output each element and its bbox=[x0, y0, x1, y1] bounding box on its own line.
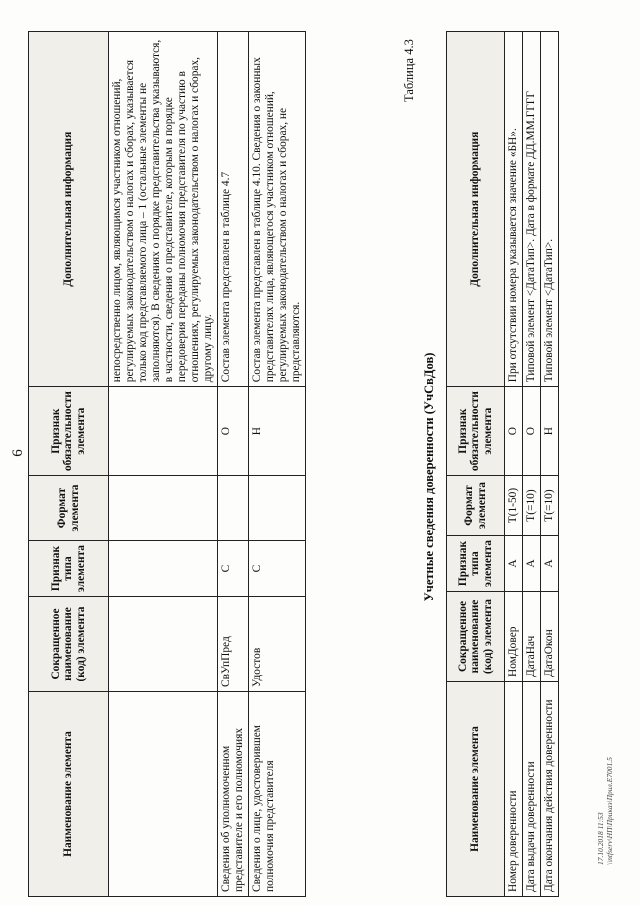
cell-required bbox=[109, 387, 218, 476]
cell-info: Состав элемента представлен в таблице 4.7 bbox=[218, 32, 249, 387]
cell-format bbox=[218, 476, 249, 541]
cell-code bbox=[109, 597, 218, 692]
cell-code: НомДовер bbox=[505, 592, 523, 682]
page-number: 6 bbox=[10, 449, 26, 457]
elements-table-continued bbox=[28, 31, 306, 897]
header-type: Признак типа элемента bbox=[447, 536, 505, 592]
stamp-date: 17.10.2018 11:53 bbox=[596, 812, 605, 865]
cell-name: Дата выдачи доверенности bbox=[523, 682, 541, 897]
cell-type: С bbox=[249, 541, 306, 597]
header-format: Формат элемента bbox=[29, 476, 109, 541]
account-details-table bbox=[446, 31, 559, 897]
table-number: Таблица 4.3 bbox=[402, 39, 416, 102]
cell-info: Типовой элемент <ДатаТип>. bbox=[541, 32, 559, 387]
cell-required: О bbox=[505, 387, 523, 476]
table-row bbox=[523, 32, 541, 897]
cell-info: При отсутствии номера указывается значение «БН». bbox=[505, 32, 523, 387]
cell-type: А bbox=[541, 536, 559, 592]
cell-name: Дата окончания действия доверенности bbox=[541, 682, 559, 897]
cell-name bbox=[109, 692, 218, 897]
table-header-row bbox=[29, 32, 109, 897]
cell-required: Н bbox=[541, 387, 559, 476]
header-name: Наименование элемента bbox=[29, 692, 109, 897]
stamp-path: \\ntfserv\НП\Приказ\Прил.Е7001.5 bbox=[605, 757, 614, 865]
cell-name: Номер доверенности bbox=[505, 682, 523, 897]
table-row bbox=[505, 32, 523, 897]
header-name: Наименование элемента bbox=[447, 682, 505, 897]
cell-type: С bbox=[218, 541, 249, 597]
cell-type bbox=[109, 541, 218, 597]
header-required: Признак обязательности элемента bbox=[29, 387, 109, 476]
table-row bbox=[249, 32, 306, 897]
header-required: Признак обязательности элемента bbox=[447, 387, 505, 476]
cell-format bbox=[109, 476, 218, 541]
cell-info: Состав элемента представлен в таблице 4.10. Сведения о законных представителях лица, являющегося участником отношений, регулируемых законодательством о налогах и сборах, не представляются. bbox=[249, 32, 306, 387]
table-row bbox=[109, 32, 218, 897]
print-stamp bbox=[596, 757, 614, 865]
cell-name: Сведения о лице, удостоверившем полномочия представителя bbox=[249, 692, 306, 897]
cell-format: T(1-50) bbox=[505, 476, 523, 536]
header-type: Признак типа элемента bbox=[29, 541, 109, 597]
cell-type: А bbox=[505, 536, 523, 592]
cell-code: Удостов bbox=[249, 597, 306, 692]
cell-code: ДатаНач bbox=[523, 592, 541, 682]
table-header-row bbox=[447, 32, 505, 897]
table-caption: Учетные сведения доверенности (УчСвДов) bbox=[422, 352, 436, 602]
cell-required: О bbox=[218, 387, 249, 476]
table-row bbox=[541, 32, 559, 897]
cell-required: Н bbox=[249, 387, 306, 476]
cell-format: T(=10) bbox=[523, 476, 541, 536]
header-info: Дополнительная информация bbox=[447, 32, 505, 387]
header-info: Дополнительная информация bbox=[29, 32, 109, 387]
header-code: Сокращенное наименование (код) элемента bbox=[447, 592, 505, 682]
cell-name: Сведения об уполномоченном представителе и его полномочиях bbox=[218, 692, 249, 897]
cell-info: Типовой элемент <ДатаТип>. Дата в формате ДД.ММ.ГГГГ bbox=[523, 32, 541, 387]
header-code: Сокращенное наименование (код) элемента bbox=[29, 597, 109, 692]
cell-required: О bbox=[523, 387, 541, 476]
cell-code: СвУпПред bbox=[218, 597, 249, 692]
cell-code: ДатаОкон bbox=[541, 592, 559, 682]
cell-info: непосредственно лицом, являющимся участником отношений, регулируемых законодательством о налогах и сборах, указывается только код представляемого лица – 1 (остальные элементы не заполняются). В сведениях о порядке представительства указываются, в частности, сведения о представителе, которым в порядке передоверия переданы полномочия представителя по участию в отношениях, регулируемых законодательством о налогах и сборах, другому лицу. bbox=[109, 32, 218, 387]
header-format: Формат элемента bbox=[447, 476, 505, 536]
cell-format bbox=[249, 476, 306, 541]
table-row bbox=[218, 32, 249, 897]
cell-type: А bbox=[523, 536, 541, 592]
cell-format: T(=10) bbox=[541, 476, 559, 536]
